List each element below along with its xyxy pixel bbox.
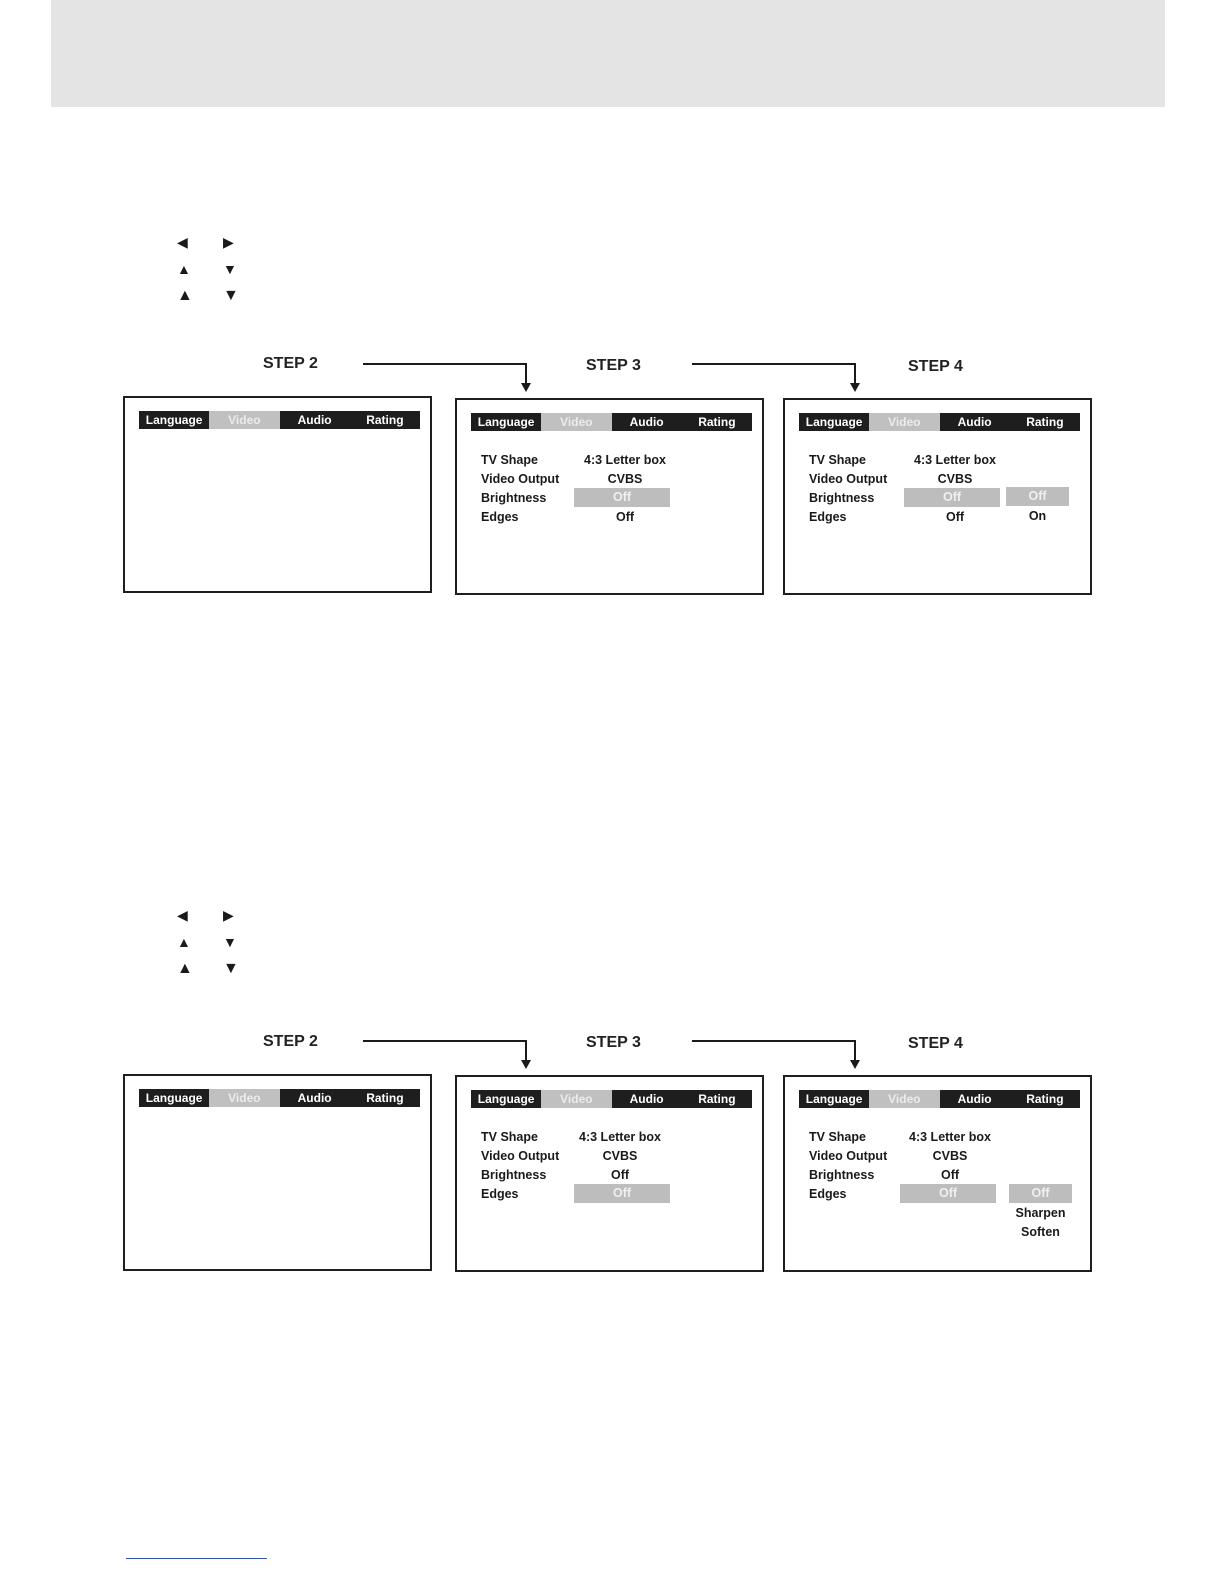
tab-video[interactable]: Video [541, 1090, 611, 1108]
step-label: STEP 2 [263, 355, 318, 372]
setting-label: Edges [809, 510, 847, 524]
setting-label: Brightness [809, 1168, 875, 1182]
osd-screen-step4 [783, 398, 1092, 595]
setting-label: TV Shape [809, 453, 866, 467]
option-item[interactable]: On [1028, 509, 1047, 523]
tab-rating[interactable]: Rating [682, 1090, 752, 1108]
setting-label: Video Output [809, 1149, 888, 1163]
tab-rating[interactable]: Rating [1010, 413, 1080, 431]
tab-video[interactable]: Video [209, 411, 279, 429]
setting-value[interactable]: CVBS [607, 472, 643, 486]
tab-rating[interactable]: Rating [1010, 1090, 1080, 1108]
setting-value[interactable]: 4:3 Letter box [579, 1130, 661, 1144]
setting-value[interactable]: CVBS [937, 472, 973, 486]
tab-audio[interactable]: Audio [280, 1089, 350, 1107]
tab-video[interactable]: Video [869, 1090, 939, 1108]
tab-video[interactable]: Video [209, 1089, 279, 1107]
tab-audio[interactable]: Audio [280, 411, 350, 429]
tab-rating[interactable]: Rating [682, 413, 752, 431]
down-arrow-icon: ▼ [223, 261, 237, 277]
tab-bar [799, 1090, 1080, 1108]
step-label: STEP 3 [586, 1034, 641, 1051]
tab-language[interactable]: Language [139, 1089, 209, 1107]
down-arrow-icon: ▼ [223, 287, 239, 304]
setting-label: Brightness [481, 1168, 547, 1182]
step-label: STEP 2 [263, 1033, 318, 1050]
setting-label: Brightness [481, 491, 547, 505]
setting-value[interactable]: Off [945, 510, 965, 524]
step-label: STEP 4 [908, 1035, 963, 1052]
tab-bar [471, 413, 752, 431]
tab-language[interactable]: Language [799, 413, 869, 431]
up-arrow-icon: ▲ [177, 934, 191, 950]
option-item[interactable]: Soften [1021, 1225, 1060, 1239]
tab-language[interactable]: Language [471, 1090, 541, 1108]
setting-label: Video Output [809, 472, 888, 486]
down-arrow-icon: ▼ [223, 960, 239, 977]
right-arrow-icon: ▶ [223, 234, 234, 250]
step-arrows [0, 1035, 1224, 1075]
step-arrows [0, 358, 1224, 398]
right-arrow-icon: ▶ [223, 907, 234, 923]
setting-label: Edges [809, 1187, 847, 1201]
setting-label: Edges [481, 1187, 519, 1201]
tab-audio[interactable]: Audio [612, 1090, 682, 1108]
footer-link-underline [126, 1558, 267, 1559]
setting-value[interactable]: 4:3 Letter box [584, 453, 666, 467]
nav-up-down [172, 287, 252, 305]
up-arrow-icon: ▲ [177, 960, 193, 977]
step-label: STEP 4 [908, 358, 963, 375]
left-arrow-icon: ◀ [177, 907, 188, 923]
osd-screen-step2 [123, 1074, 432, 1271]
tab-audio[interactable]: Audio [612, 413, 682, 431]
osd-screen-step2 [123, 396, 432, 593]
setting-label: Video Output [481, 472, 560, 486]
up-arrow-icon: ▲ [177, 287, 193, 304]
setting-label: Brightness [809, 491, 875, 505]
header-band [51, 0, 1165, 107]
tab-language[interactable]: Language [471, 413, 541, 431]
tab-video[interactable]: Video [869, 413, 939, 431]
tab-audio[interactable]: Audio [940, 413, 1010, 431]
option-item[interactable]: Sharpen [1015, 1206, 1066, 1220]
setting-value-selected[interactable]: Off [900, 1184, 996, 1203]
tab-language[interactable]: Language [799, 1090, 869, 1108]
tab-rating[interactable]: Rating [350, 1089, 420, 1107]
nav-left-right [172, 233, 252, 251]
setting-value[interactable]: Off [940, 1168, 960, 1182]
setting-value-selected[interactable]: Off [574, 1184, 670, 1203]
setting-label: TV Shape [481, 453, 538, 467]
tab-bar [139, 411, 420, 429]
setting-value[interactable]: 4:3 Letter box [909, 1130, 991, 1144]
setting-label: TV Shape [809, 1130, 866, 1144]
tab-video[interactable]: Video [541, 413, 611, 431]
setting-value-selected[interactable]: Off [574, 488, 670, 507]
up-arrow-icon: ▲ [177, 261, 191, 277]
nav-up-down [172, 260, 252, 278]
left-arrow-icon: ◀ [177, 234, 188, 250]
down-arrow-icon: ▼ [223, 934, 237, 950]
option-item-selected[interactable]: Off [1009, 1184, 1072, 1203]
step-label: STEP 3 [586, 357, 641, 374]
nav-left-right [172, 906, 252, 924]
setting-value[interactable]: Off [610, 1168, 630, 1182]
nav-up-down [172, 933, 252, 951]
tab-audio[interactable]: Audio [940, 1090, 1010, 1108]
option-item-selected[interactable]: Off [1006, 487, 1069, 506]
setting-label: Edges [481, 510, 519, 524]
setting-label: TV Shape [481, 1130, 538, 1144]
tab-bar [471, 1090, 752, 1108]
osd-screen-step3 [455, 398, 764, 595]
tab-rating[interactable]: Rating [350, 411, 420, 429]
setting-value[interactable]: CVBS [602, 1149, 638, 1163]
nav-up-down [172, 960, 252, 978]
setting-value[interactable]: Off [615, 510, 635, 524]
setting-value-selected[interactable]: Off [904, 488, 1000, 507]
setting-label: Video Output [481, 1149, 560, 1163]
tab-bar [799, 413, 1080, 431]
setting-value[interactable]: 4:3 Letter box [914, 453, 996, 467]
osd-screen-step3 [455, 1075, 764, 1272]
tab-language[interactable]: Language [139, 411, 209, 429]
osd-screen-step4 [783, 1075, 1092, 1272]
setting-value[interactable]: CVBS [932, 1149, 968, 1163]
tab-bar [139, 1089, 420, 1107]
